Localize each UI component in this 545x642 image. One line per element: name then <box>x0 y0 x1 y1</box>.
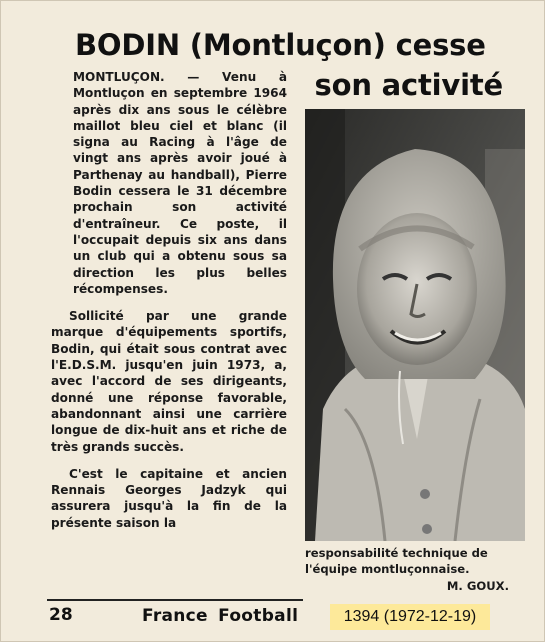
footer-rule <box>47 599 303 601</box>
portrait-photo <box>305 109 525 541</box>
photo-caption <box>305 546 523 595</box>
caption-line-1: responsabilité technique de <box>305 546 488 560</box>
caption-line-2: l'équipe montluçonnaise. <box>305 561 470 576</box>
article-paragraph-3: C'est le capitaine et ancien Rennais Georges Jadzyk qui assurera jusqu'à la fin de la présente saison la <box>51 466 287 530</box>
article-paragraph-1: MONTLUÇON. — Venu à Montluçon en septembre 1964 après dix ans sous le célèbre maillot bleu ciel et blanc (il signa au Racing à l'âge de vingt ans après avoir joué à Parthenay au handball), Pierre Bodin cessera le 31 décembre prochain son activité d'entraîneur. Ce poste, il l'occupait depuis six ans dans un club qui a obtenu sous sa direction les plus belles récompenses. <box>73 70 287 296</box>
article-paragraph-2: Sollicité par une grande marque d'équipements sportifs, Bodin, qui était sous contrat avec l'E.D.S.M. jusqu'en juin 1973, a, avec l'accord de ses dirigeants, donné une réponse favorable, abandonnant ainsi une carrière longue de dix-huit ans et riche de très grands succès. <box>51 309 287 454</box>
page-number: 28 <box>49 605 73 625</box>
headline-line-1: BODIN (Montluçon) cesse <box>75 28 486 62</box>
magazine-name: France Football <box>142 606 299 626</box>
article-body <box>51 69 287 531</box>
author-signature: M. GOUX. <box>446 579 509 593</box>
headline-line-2: son activité <box>314 68 503 102</box>
issue-badge: 1394 (1972-12-19) <box>330 604 490 630</box>
